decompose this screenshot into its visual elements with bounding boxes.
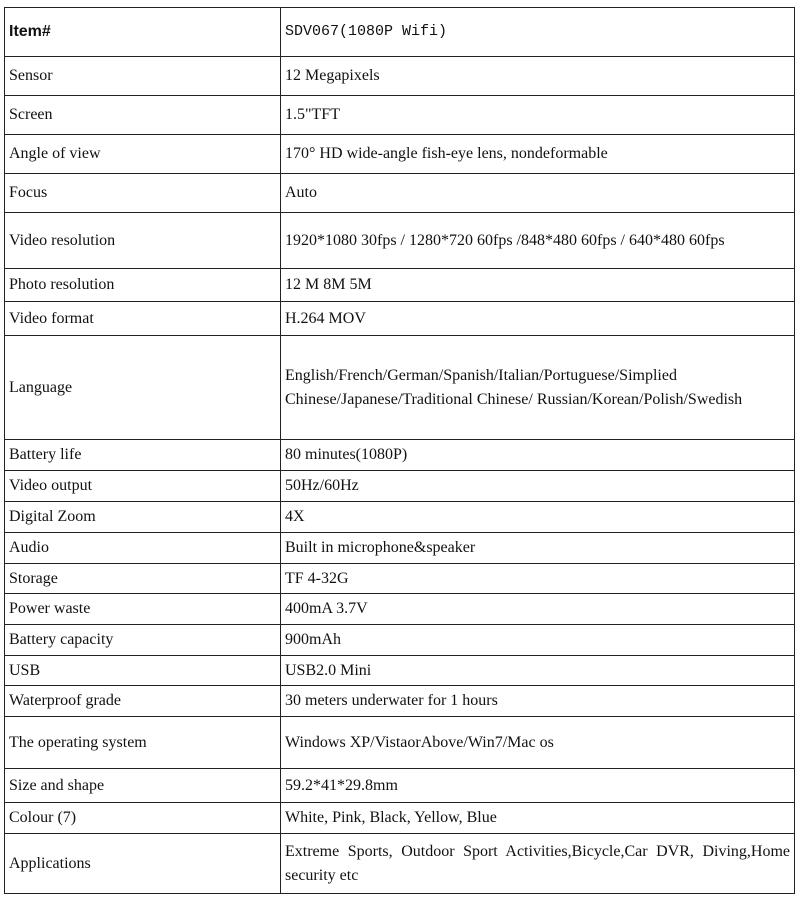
table-row — [5, 440, 795, 471]
row-value: 900mAh — [281, 625, 795, 656]
table-row — [5, 533, 795, 564]
header-label: Item# — [5, 8, 281, 57]
row-label: Battery capacity — [5, 625, 281, 656]
table-row — [5, 656, 795, 686]
table-row — [5, 96, 795, 135]
row-value: TF 4-32G — [281, 564, 795, 594]
row-label: Applications — [5, 834, 281, 894]
row-label: Video format — [5, 302, 281, 336]
row-label: Video output — [5, 471, 281, 502]
row-label: Battery life — [5, 440, 281, 471]
row-label: Waterproof grade — [5, 686, 281, 717]
row-value: 170° HD wide-angle fish-eye lens, nondeformable — [281, 135, 795, 174]
table-row — [5, 564, 795, 594]
table-row — [5, 302, 795, 336]
row-value: English/French/German/Spanish/Italian/Portuguese/Simplied Chinese/Japanese/Traditional Chinese/ Russian/Korean/Polish/Swedish — [281, 336, 795, 440]
row-value: White, Pink, Black, Yellow, Blue — [281, 803, 795, 834]
table-row — [5, 594, 795, 625]
table-row — [5, 686, 795, 717]
table-row — [5, 502, 795, 533]
row-value: 30 meters underwater for 1 hours — [281, 686, 795, 717]
row-value: 59.2*41*29.8mm — [281, 769, 795, 803]
row-label: Photo resolution — [5, 269, 281, 302]
row-label: Language — [5, 336, 281, 440]
table-row — [5, 135, 795, 174]
table-row — [5, 269, 795, 302]
row-label: Audio — [5, 533, 281, 564]
row-value: 4X — [281, 502, 795, 533]
row-label: Angle of view — [5, 135, 281, 174]
header-value: SDV067(1080P Wifi) — [281, 8, 795, 57]
row-value: Auto — [281, 174, 795, 213]
row-value: 400mA 3.7V — [281, 594, 795, 625]
row-label: Digital Zoom — [5, 502, 281, 533]
row-value: 50Hz/60Hz — [281, 471, 795, 502]
row-value: USB2.0 Mini — [281, 656, 795, 686]
table-row — [5, 471, 795, 502]
row-value: 1920*1080 30fps / 1280*720 60fps /848*480 60fps / 640*480 60fps — [281, 213, 795, 269]
table-row — [5, 174, 795, 213]
row-value: Windows XP/VistaorAbove/Win7/Mac os — [281, 717, 795, 769]
row-value: 12 M 8M 5M — [281, 269, 795, 302]
row-label: Focus — [5, 174, 281, 213]
row-value: 80 minutes(1080P) — [281, 440, 795, 471]
row-label: Video resolution — [5, 213, 281, 269]
row-value: H.264 MOV — [281, 302, 795, 336]
row-value: Built in microphone&speaker — [281, 533, 795, 564]
table-row — [5, 803, 795, 834]
row-value: Extreme Sports, Outdoor Sport Activities,Bicycle,Car DVR, Diving,Home security etc — [281, 834, 795, 894]
row-label: Power waste — [5, 594, 281, 625]
row-label: Colour (7) — [5, 803, 281, 834]
spec-table — [4, 7, 795, 894]
row-value: 1.5"TFT — [281, 96, 795, 135]
table-row — [5, 769, 795, 803]
table-row — [5, 834, 795, 894]
table-row — [5, 336, 795, 440]
row-value: 12 Megapixels — [281, 57, 795, 96]
table-row — [5, 57, 795, 96]
table-row — [5, 625, 795, 656]
row-label: Size and shape — [5, 769, 281, 803]
row-label: The operating system — [5, 717, 281, 769]
row-label: USB — [5, 656, 281, 686]
table-header-row — [5, 8, 795, 57]
table-row — [5, 213, 795, 269]
row-label: Sensor — [5, 57, 281, 96]
row-label: Screen — [5, 96, 281, 135]
row-label: Storage — [5, 564, 281, 594]
table-row — [5, 717, 795, 769]
